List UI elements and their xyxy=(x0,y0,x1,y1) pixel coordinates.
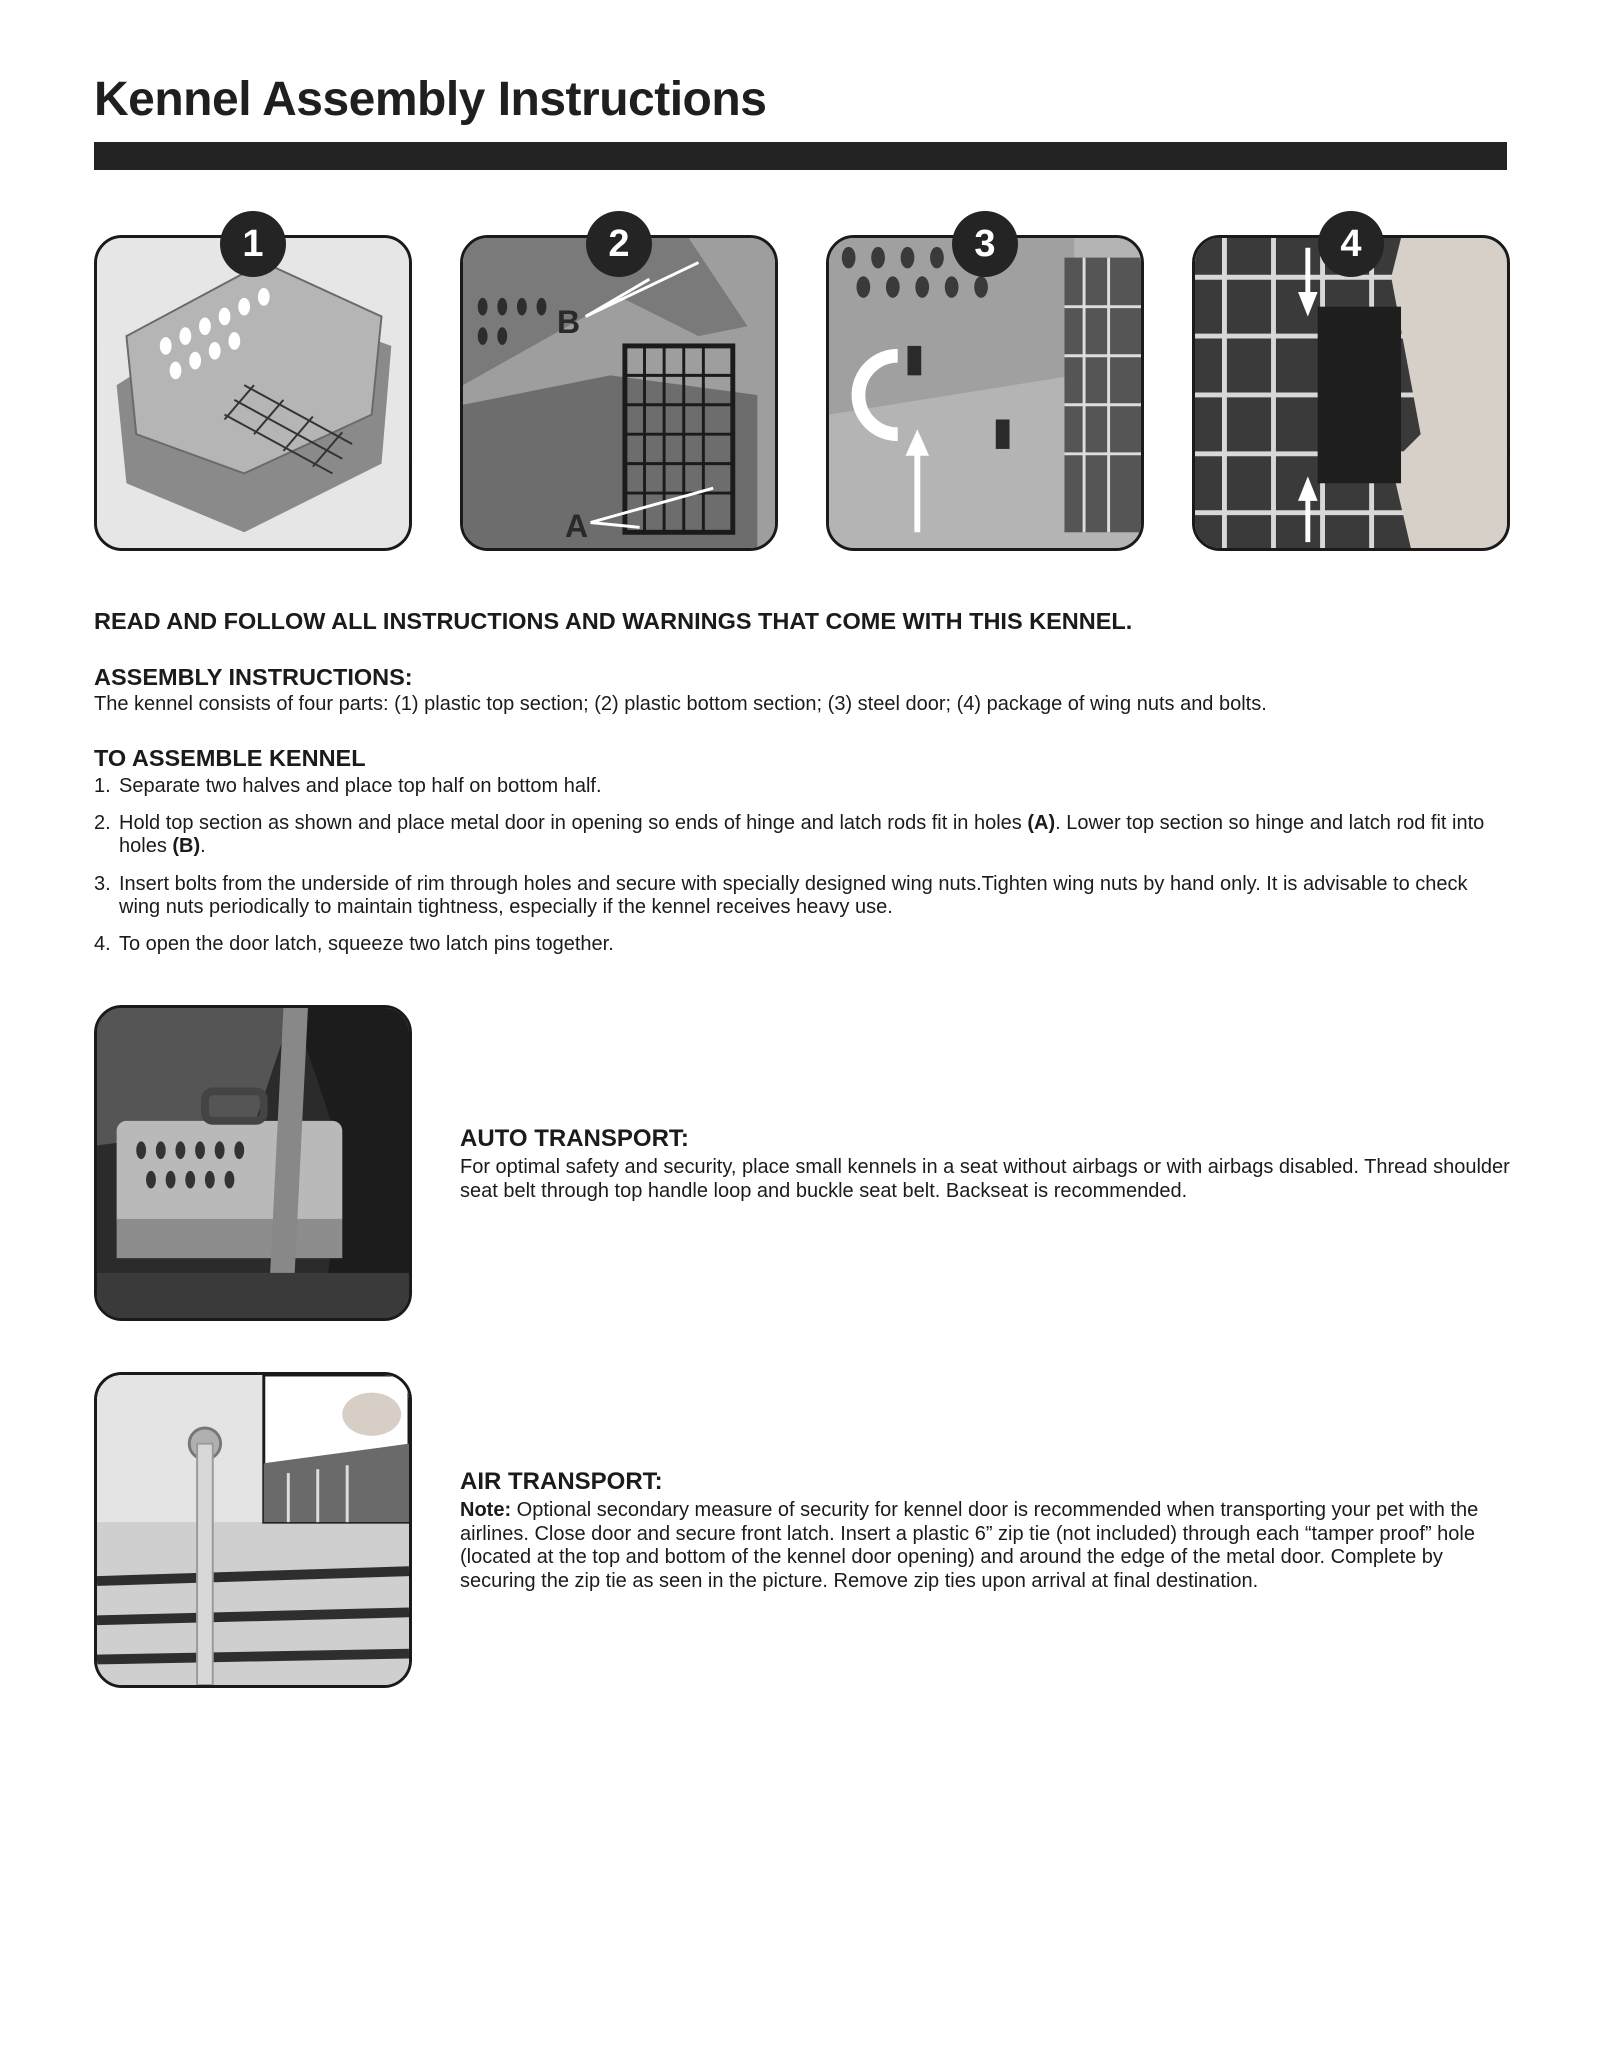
list-item-number: 3. xyxy=(94,873,111,895)
step-2-image xyxy=(460,235,778,551)
step-1-image xyxy=(94,235,412,551)
kennel-halves-illustration xyxy=(97,238,409,548)
assembly-text: The kennel consists of four parts: (1) plastic top section; (2) plastic bottom section; (3) steel door; (4) package of wing nuts and bolts. xyxy=(94,693,1267,715)
air-transport-photo xyxy=(94,1372,412,1688)
list-item-number: 4. xyxy=(94,933,111,955)
assemble-heading: TO ASSEMBLE KENNEL xyxy=(94,745,366,771)
auto-transport-heading: AUTO TRANSPORT: xyxy=(460,1125,689,1152)
list-item-text: To open the door latch, squeeze two latch pins together. xyxy=(119,933,614,955)
list-item xyxy=(94,933,1504,956)
step-3-image xyxy=(826,235,1144,551)
step-4-image xyxy=(1192,235,1510,551)
auto-transport-text: For optimal safety and security, place small kennels in a seat without airbags or with airbags disabled. Thread shoulder seat belt through top handle loop and buckle seat belt. Backseat is recommended. xyxy=(460,1156,1510,1202)
wing-nut-illustration xyxy=(829,238,1141,548)
page-title: Kennel Assembly Instructions xyxy=(94,73,767,126)
list-item-text: Hold top section as shown and place metal door in opening so ends of hinge and latch rods fit in holes (A). Lower top section so hinge and latch rod fit into holes (B). xyxy=(119,812,1485,857)
list-item-text: Insert bolts from the underside of rim through holes and secure with specially designed wing nuts.Tighten wing nuts by hand only. It is advisable to check wing nuts periodically to maintain tightness, especially if the kennel receives heavy use. xyxy=(119,873,1468,918)
title-rule xyxy=(94,142,1507,170)
step-1-figure xyxy=(94,222,412,551)
auto-transport-photo xyxy=(94,1005,412,1321)
list-item-number: 1. xyxy=(94,775,111,797)
list-item xyxy=(94,812,1504,858)
step-2-figure xyxy=(460,222,778,551)
step-3-badge: 3 xyxy=(952,211,1018,277)
zip-tie-illustration xyxy=(97,1375,409,1685)
step-4-badge: 4 xyxy=(1318,211,1384,277)
door-latch-illustration xyxy=(1195,238,1507,548)
warning-text: READ AND FOLLOW ALL INSTRUCTIONS AND WARNINGS THAT COME WITH THIS KENNEL. xyxy=(94,608,1133,634)
step-4-figure xyxy=(1192,222,1510,551)
door-insertion-illustration xyxy=(463,238,775,548)
hole-label-a: A xyxy=(565,508,589,544)
assembly-heading: ASSEMBLY INSTRUCTIONS: xyxy=(94,664,413,690)
list-item-number: 2. xyxy=(94,812,111,834)
list-item xyxy=(94,775,1504,798)
air-transport-heading: AIR TRANSPORT: xyxy=(460,1468,663,1495)
list-item xyxy=(94,873,1504,919)
step-3-figure xyxy=(826,222,1144,551)
list-item-text: Separate two halves and place top half on bottom half. xyxy=(119,775,602,797)
kennel-in-car-illustration xyxy=(97,1008,409,1318)
note-label: Note: xyxy=(460,1499,512,1521)
air-transport-text: Note: Optional secondary measure of security for kennel door is recommended when transporting your pet with the airlines. Close door and secure front latch. Insert a plastic 6” zip tie (not included) through each “tamper proof” hole (located at the top and bottom of the kennel door opening) and around the edge of the metal door. Complete by securing the zip tie as seen in the picture. Remove zip ties upon arrival at final destination. xyxy=(460,1499,1479,1592)
step-1-badge: 1 xyxy=(220,211,286,277)
step-2-badge: 2 xyxy=(586,211,652,277)
hole-label-b: B xyxy=(557,304,581,340)
